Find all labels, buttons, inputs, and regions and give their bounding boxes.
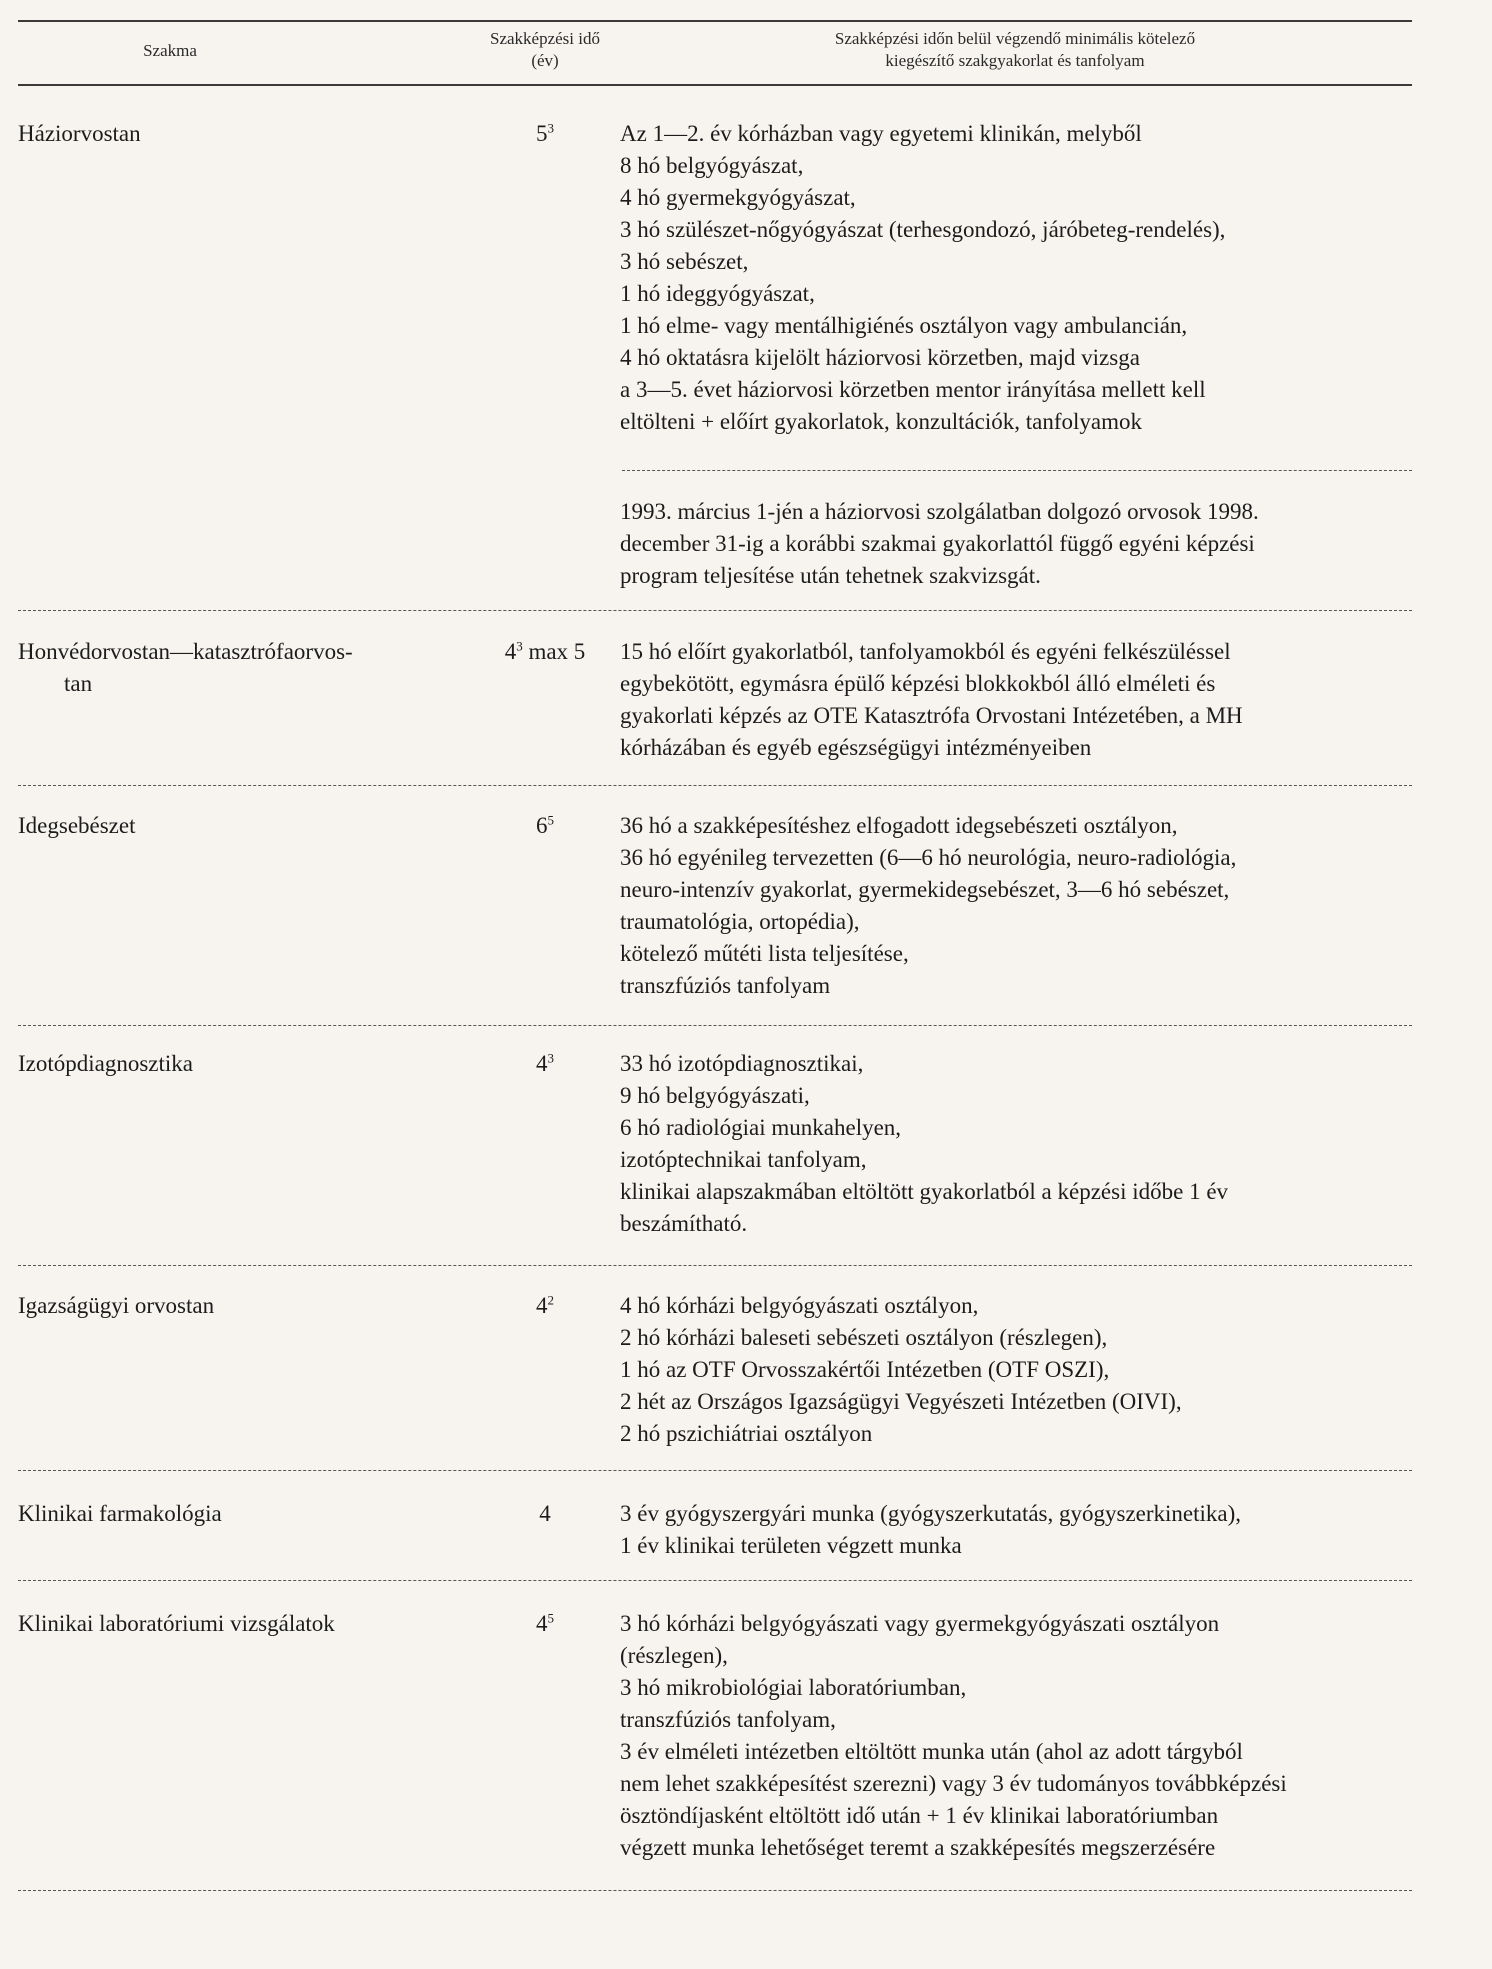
requirements-text [620,118,1410,438]
duration-max: max 5 [528,639,586,664]
specialty-name [18,810,488,842]
requirement-line: neuro-intenzív gyakorlat, gyermekidegsebészet, 3—6 hó sebészet, [620,877,1230,902]
requirement-line: 15 hó előírt gyakorlatból, tanfolyamokból és egyéni felkészüléssel [620,639,1231,664]
row-divider [18,1580,1412,1581]
requirement-line: 3 hó mikrobiológiai laboratóriumban, [620,1675,967,1700]
duration-footnote: 3 [547,120,554,136]
row-divider [18,1470,1412,1471]
requirement-line: egybekötött, egymásra épülő képzési blokkokból álló elméleti és [620,671,1216,696]
requirement-line: a 3—5. évet háziorvosi körzetben mentor irányítása mellett kell [620,377,1206,402]
duration-value: 6 [536,813,548,838]
duration-value: 4 [536,1611,548,1636]
requirement-line: 33 hó izotópdiagnosztikai, [620,1051,864,1076]
requirement-line: kötelező műtéti lista teljesítése, [620,941,909,966]
duration-value: 4 [504,639,517,664]
requirement-line: 4 hó oktatásra kijelölt háziorvosi körzetben, majd vizsga [620,345,1140,370]
transition-note [620,496,1410,592]
training-duration [470,636,620,668]
requirement-line: gyakorlati képzés az OTE Katasztrófa Orvostani Intézetében, a MH [620,703,1243,728]
requirement-line: kórházában és egyéb egészségügyi intézményeiben [620,735,1092,760]
requirement-line: traumatológia, ortopédia), [620,909,860,934]
training-duration [470,1498,620,1530]
header-specialty: Szakma [143,41,197,60]
requirement-line: beszámítható. [620,1211,748,1236]
specialty-name [18,118,488,150]
specialty-name-line: Igazságügyi orvostan [18,1293,215,1318]
specialty-name-line: Honvédorvostan—katasztrófaorvos- [18,639,353,664]
requirements-text [620,1048,1410,1240]
requirements-text [620,810,1410,1002]
requirements-text [620,1498,1410,1562]
requirement-line: 4 hó gyermekgyógyászat, [620,185,856,210]
requirement-line: 1 év klinikai területen végzett munka [620,1533,962,1558]
requirement-line: transzfúziós tanfolyam [620,973,831,998]
requirement-line: klinikai alapszakmában eltöltött gyakorlatból a képzési időbe 1 év [620,1179,1229,1204]
requirement-line: 2 hét az Országos Igazságügyi Vegyészeti Intézetben (OIVI), [620,1389,1182,1414]
requirements-text [620,1290,1410,1450]
requirement-line: transzfúziós tanfolyam, [620,1707,836,1732]
specialty-name-line: tan [64,671,93,696]
header-requirements [720,28,1310,72]
requirement-line: 2 hó kórházi baleseti sebészeti osztályon (részlegen), [620,1325,1108,1350]
note-line: program teljesítése után tehetnek szakvizsgát. [620,563,1041,588]
duration-value: 5 [536,121,548,146]
requirement-line: 1 hó az OTF Orvosszakértői Intézetben (OTF OSZI), [620,1357,1110,1382]
duration-footnote: 5 [547,812,554,828]
note-line: december 31-ig a korábbi szakmai gyakorlattól függő egyéni képzési [620,531,1255,556]
row-divider [18,785,1412,786]
specialty-name-line: Idegsebészet [18,813,136,838]
row-divider [18,1025,1412,1026]
duration-value: 4 [536,1293,548,1318]
training-duration [470,1290,620,1322]
row-divider [18,1265,1412,1266]
requirement-line: 1 hó elme- vagy mentálhigiénés osztályon vagy ambulancián, [620,313,1188,338]
requirement-line: ösztöndíjasként eltöltött idő után + 1 év klinikai laboratóriumban [620,1803,1219,1828]
specialty-name [18,1498,488,1530]
training-duration [470,1608,620,1640]
requirement-line: 2 hó pszichiátriai osztályon [620,1421,873,1446]
requirements-text [620,636,1410,764]
header-duration-line: Szakképzési idő [490,29,600,48]
duration-footnote: 3 [547,1050,554,1066]
row-divider [18,1890,1412,1891]
header-requirements-line: Szakképzési időn belül végzendő minimális kötelező [834,29,1196,48]
duration-footnote: 2 [547,1292,554,1308]
specialty-name [18,1290,488,1322]
duration-footnote: 3 [516,638,523,654]
header-duration-line: (év) [531,51,559,70]
specialty-name-line: Háziorvostan [18,121,141,146]
requirement-line: (részlegen), [620,1643,728,1668]
requirement-line: 3 hó szülészet-nőgyógyászat (terhesgondozó, járóbeteg-rendelés), [620,217,1226,242]
header-duration [440,28,650,72]
requirement-line: 6 hó radiológiai munkahelyen, [620,1115,902,1140]
specialty-name-line: Klinikai laboratóriumi vizsgálatok [18,1611,335,1636]
note-divider [622,470,1412,471]
note-line: 1993. március 1-jén a háziorvosi szolgálatban dolgozó orvosok 1998. [620,499,1259,524]
requirement-line: 3 év elméleti intézetben eltöltött munka után (ahol az adott tárgyból [620,1739,1243,1764]
row-divider [18,610,1412,611]
duration-value: 4 [539,1501,551,1526]
duration-value: 4 [536,1051,548,1076]
requirement-line: 4 hó kórházi belgyógyászati osztályon, [620,1293,979,1318]
requirement-line: 8 hó belgyógyászat, [620,153,804,178]
specialty-name [18,1048,488,1080]
training-duration [470,810,620,842]
requirement-line: izotóptechnikai tanfolyam, [620,1147,867,1172]
duration-footnote: 5 [547,1610,554,1626]
requirements-text [620,1608,1410,1864]
specialty-name [18,636,488,700]
training-duration [470,118,620,150]
requirement-line: 36 hó a szakképesítéshez elfogadott idegsebészeti osztályon, [620,813,1178,838]
requirement-line: 1 hó ideggyógyászat, [620,281,815,306]
training-duration [470,1048,620,1080]
requirement-line: végzett munka lehetőséget teremt a szakképesítés megszerzésére [620,1835,1216,1860]
top-rule [18,20,1412,22]
specialty-name-line: Klinikai farmakológia [18,1501,222,1526]
requirement-line: 3 hó kórházi belgyógyászati vagy gyermekgyógyászati osztályon [620,1611,1220,1636]
header-bottom-rule [18,84,1412,86]
requirement-line: 3 év gyógyszergyári munka (gyógyszerkutatás, gyógyszerkinetika), [620,1501,1242,1526]
specialty-name-line: Izotópdiagnosztika [18,1051,194,1076]
requirement-line: 3 hó sebészet, [620,249,749,274]
requirement-line: 36 hó egyénileg tervezetten (6—6 hó neurológia, neuro-radiológia, [620,845,1237,870]
requirement-line: 9 hó belgyógyászati, [620,1083,810,1108]
specialty-name [18,1608,488,1640]
requirement-line: Az 1—2. év kórházban vagy egyetemi klinikán, melyből [620,121,1142,146]
header-requirements-line: kiegészítő szakgyakorlat és tanfolyam [885,51,1145,70]
requirement-line: eltölteni + előírt gyakorlatok, konzultációk, tanfolyamok [620,409,1143,434]
requirement-line: nem lehet szakképesítést szerezni) vagy 3 év tudományos továbbképzési [620,1771,1287,1796]
